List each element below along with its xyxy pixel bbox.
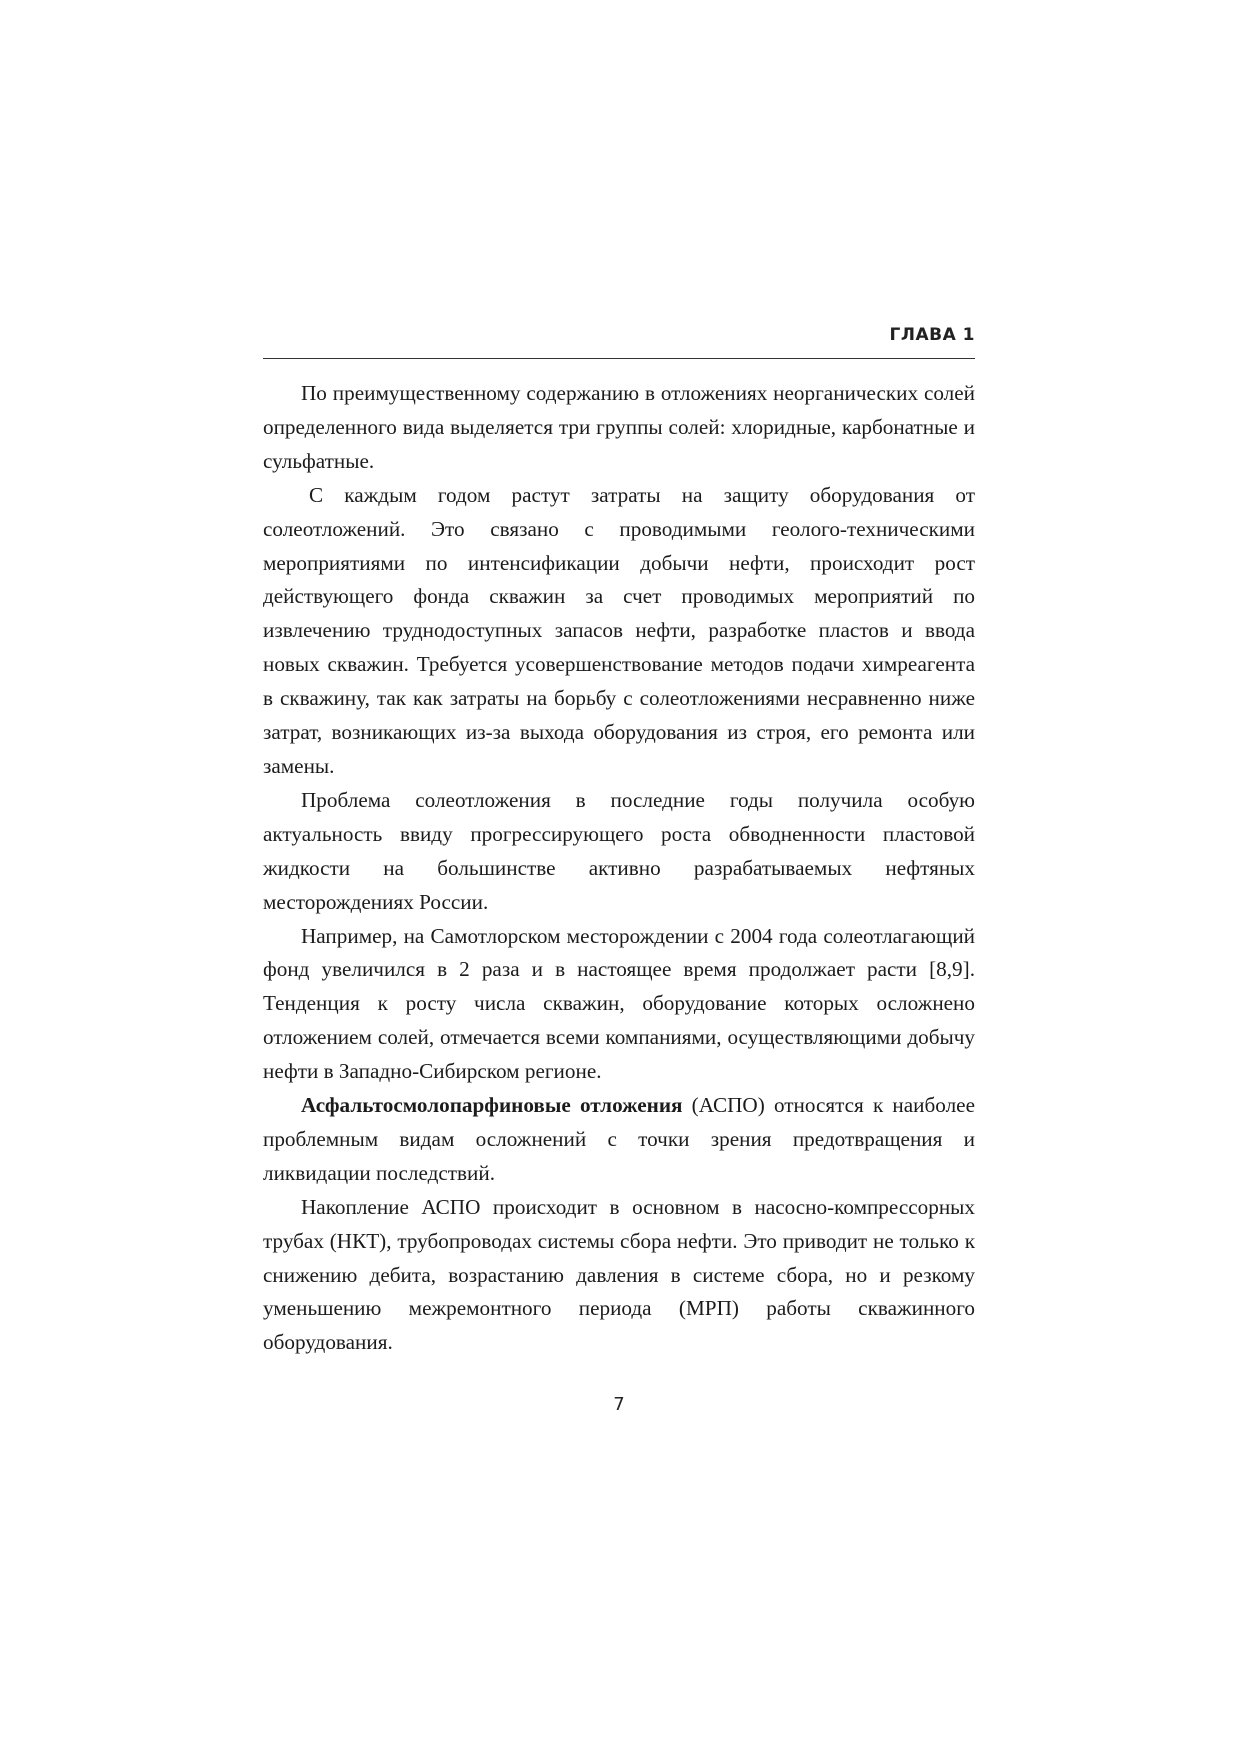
paragraph-water-cut: Проблема солеотложения в последние годы получила особую актуальность ввиду прогрессирующего роста обводненности пластовой жидкости на большинстве активно разрабатываемых нефтяных месторождениях России. (263, 787, 975, 914)
running-head: ГЛАВА 1 (889, 325, 975, 345)
paragraph-aspo-definition (263, 1089, 975, 1191)
paragraph-aspo-text: (АСПО) относятся к наиболее проблемным видам осложнений с точки зрения предотвращения и ликвидации последствий. (263, 1093, 975, 1185)
header-rule (263, 358, 975, 359)
paragraph-inorganic-salts: По преимущественному содержанию в отложениях неорганических солей определенного вида выделяется три группы солей: хлоридные, карбонатные и сульфатные. (263, 381, 975, 473)
paragraph-scale-costs: С каждым годом растут затраты на защиту оборудования от солеотложений. Это связано с проводимыми геолого-техническими мероприятиями по интенсификации добычи нефти, происходит рост действующего фонда скважин за счет проводимых мероприятий по извлечению труднодоступных запасов нефти, разработке пластов и ввода новых скважин. Требуется усовершенствование методов подачи химреагента в скважину, так как затраты на борьбу с солеотложениями несравненно ниже затрат, возникающих из-за выхода оборудования из строя, его ремонта или замены. (263, 482, 975, 778)
term-aspo: Асфальтосмолопарфиновые отложения (301, 1093, 683, 1118)
paragraph-aspo-accumulation: Накопление АСПО происходит в основном в насосно-компрессорных трубах (НКТ), трубопроводах системы сбора нефти. Это приводит не только к снижению дебита, возрастанию давления в системе сбора, но и резкому уменьшению межремонтного периода (МРП) работы скважинного оборудования. (263, 1194, 975, 1355)
paragraph-samotlor: Например, на Самотлорском месторождении с 2004 года солеотлагающий фонд увеличился в 2 раза и в настоящее время продолжает расти [8,9]. Тенденция к росту числа скважин, оборудование которых осложнено отложением солей, отмечается всеми компаниями, осуществляющими добычу нефти в Западно-Сибирском регионе. (263, 923, 975, 1084)
body-text (263, 377, 975, 1360)
page-number: 7 (613, 1394, 625, 1415)
